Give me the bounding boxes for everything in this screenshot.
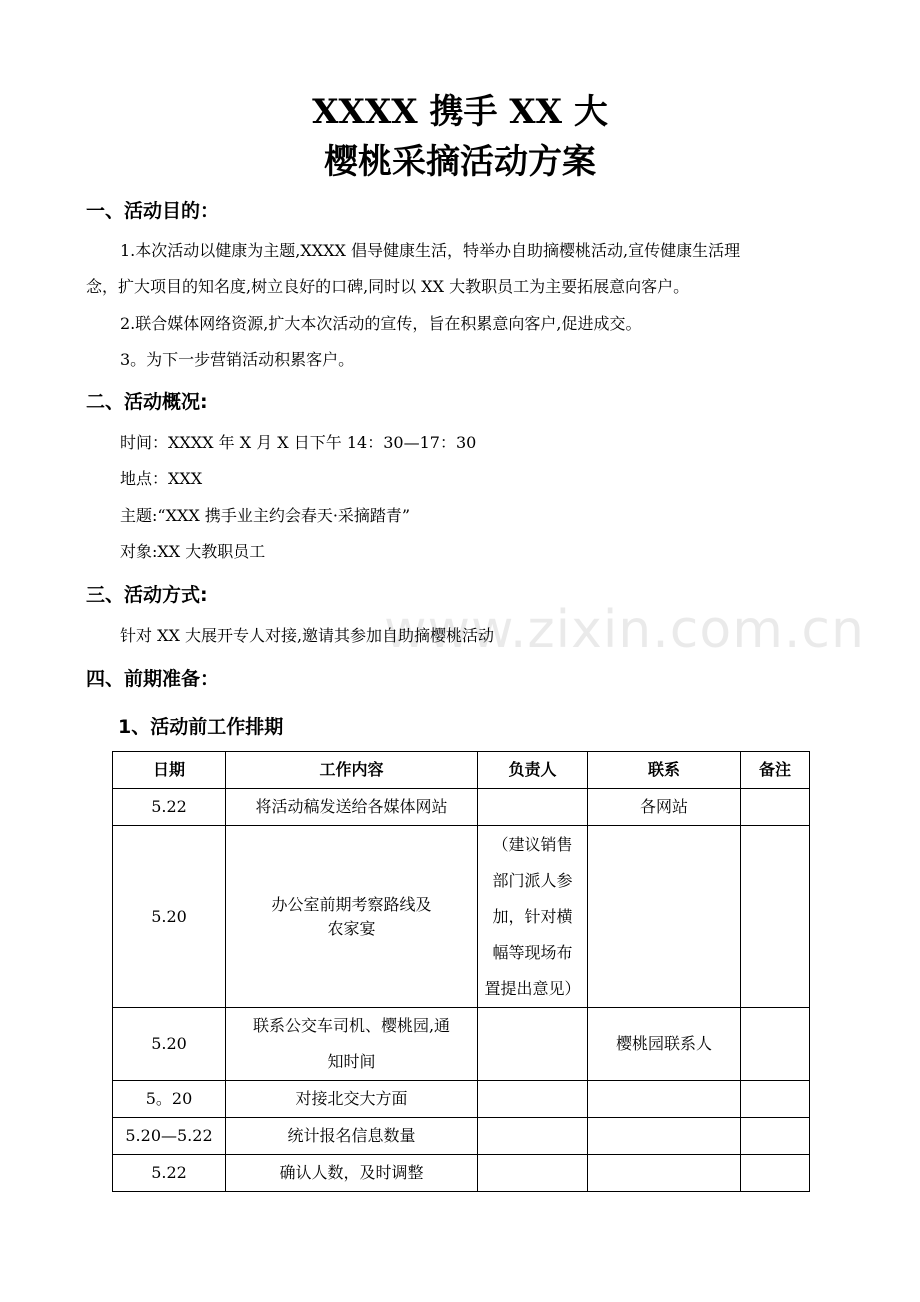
table-row [113,789,810,826]
table-row [113,1155,810,1192]
document-title-line-2: 樱桃采摘活动方案 [324,142,596,182]
document-title-line-1: XXXX 携手 XX 大 [312,92,608,132]
section-heading-purpose: 一、活动目的： [86,200,220,222]
cell-owner [478,826,588,1008]
cell-date: 5.20—5.22 [113,1118,226,1155]
cell-content-line-1: 联系公交车司机、樱桃园,通 [252,1016,451,1035]
header-contact: 联系 [588,752,741,789]
cell-note [741,1118,810,1155]
method-text: 针对 XX 大展开专人对接,邀请其参加自助摘樱桃活动 [120,626,495,645]
cell-content: 对接北交大方面 [226,1081,478,1118]
cell-owner [478,1081,588,1118]
purpose-paragraph-3: 3。为下一步营销活动积累客户。 [120,350,355,369]
cell-owner-line: 加，针对横 [492,906,573,926]
header-date: 日期 [113,752,226,789]
cell-content-line-2: 农家宴 [327,918,376,938]
cell-date: 5。20 [113,1081,226,1118]
cell-contact: 樱桃园联系人 [588,1008,741,1081]
purpose-paragraph-1-line-2: 念，扩大项目的知名度,树立良好的口碑,同时以 XX 大教职员工为主要拓展意向客户。 [86,277,690,296]
cell-date: 5.22 [113,789,226,826]
overview-target: 对象:XX 大教职员工 [120,542,266,561]
cell-note [741,1155,810,1192]
cell-contact: 各网站 [588,789,741,826]
section-heading-overview: 二、活动概况: [86,391,208,413]
header-owner: 负责人 [478,752,588,789]
subsection-heading-schedule: 1、活动前工作排期 [118,716,284,738]
table-header-row [113,752,810,789]
cell-contact [588,826,741,1008]
overview-place: 地点：XXX [120,469,203,488]
cell-contact [588,1118,741,1155]
cell-content [226,1008,478,1081]
cell-content: 统计报名信息数量 [226,1118,478,1155]
cell-contact [588,1081,741,1118]
cell-note [741,1008,810,1081]
table-row [113,1081,810,1118]
cell-owner [478,1118,588,1155]
header-note: 备注 [741,752,810,789]
cell-content-line-1: 办公室前期考察路线及 [271,894,432,914]
cell-content: 确认人数，及时调整 [226,1155,478,1192]
cell-contact [588,1155,741,1192]
schedule-table [112,751,810,1192]
purpose-paragraph-2: 2.联合媒体网络资源,扩大本次活动的宣传，旨在积累意向客户,促进成交。 [120,314,642,333]
cell-owner [478,789,588,826]
cell-note [741,1081,810,1118]
cell-owner [478,1155,588,1192]
cell-note [741,789,810,826]
cell-date: 5.20 [113,826,226,1008]
section-heading-preparation: 四、前期准备： [86,668,220,690]
watermark: www.zixin.com.cn [384,600,865,660]
cell-owner-line: （建议销售 [492,834,573,854]
table-row [113,1118,810,1155]
header-content: 工作内容 [226,752,478,789]
table-row [113,1008,810,1081]
cell-note [741,826,810,1008]
table-row [113,826,810,1008]
overview-theme: 主题:“XXX 携手业主约会春天·采摘踏青” [120,506,411,525]
cell-content: 将活动稿发送给各媒体网站 [226,789,478,826]
cell-content [226,826,478,1008]
cell-content-line-2: 知时间 [327,1052,376,1071]
cell-owner-line: 置提出意见） [484,978,581,998]
cell-owner-line: 幅等现场布 [492,942,573,962]
cell-date: 5.20 [113,1008,226,1081]
cell-owner-line: 部门派人参 [492,870,573,890]
section-heading-method: 三、活动方式: [86,584,208,606]
overview-time: 时间：XXXX 年 X 月 X 日下午 14：30—17：30 [120,433,477,452]
cell-owner [478,1008,588,1081]
cell-date: 5.22 [113,1155,226,1192]
purpose-paragraph-1-line-1: 1.本次活动以健康为主题,XXXX 倡导健康生活，特举办自助摘樱桃活动,宣传健康生活理 [120,241,741,260]
